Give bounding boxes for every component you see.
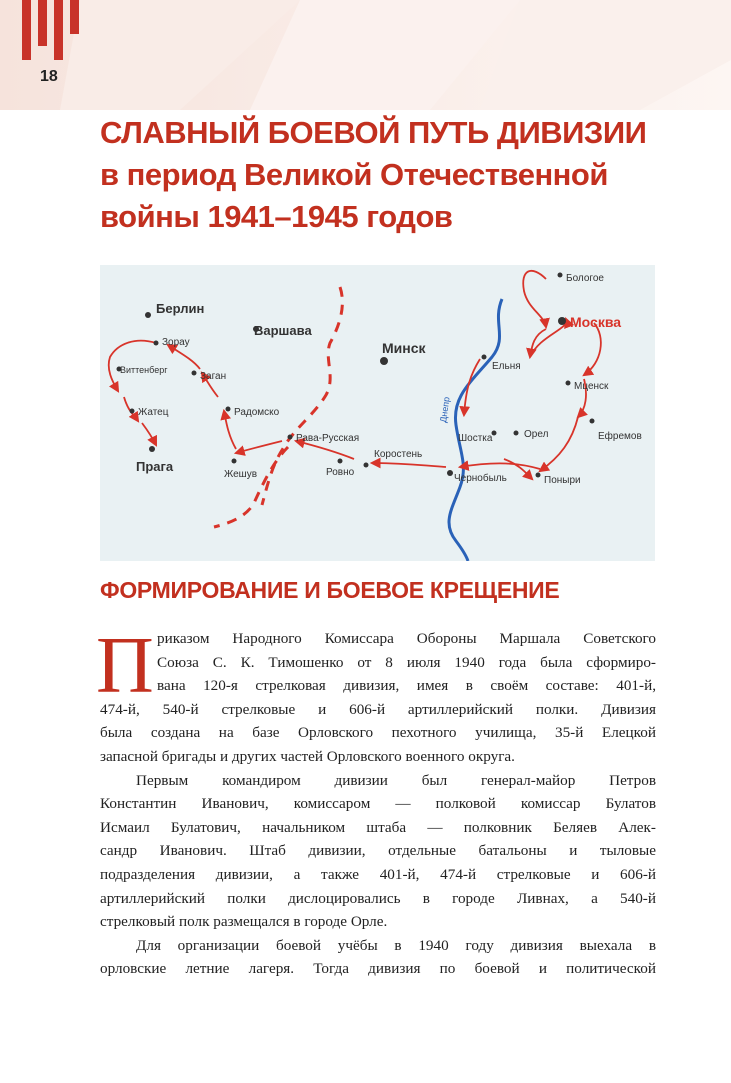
title-line: в период Великой Отечественной [100,157,608,192]
city-label: Мценск [574,381,609,392]
text-line: стрелковый полк размещался в городе Орле. [100,913,388,931]
page-title [100,112,700,238]
city-dot [380,357,388,365]
city-label: Шостка [458,433,493,444]
city-label: Минск [382,340,426,356]
text-line: вана 120-я стрелковая дивизия, имея в своём составе: 401-й, [157,677,656,695]
text-line: орловские летние лагеря. Тогда дивизия по боевой и политической [100,960,656,978]
city-dot [482,355,487,360]
city-label: Зорау [162,337,190,348]
city-label: Ельня [492,361,521,372]
city-dot [566,381,571,386]
city-label: Рава-Русская [296,433,360,444]
page-number: 18 [40,68,58,85]
text-line: артиллерийский полки дислоцировались в городе Ливнах, а 540-й [100,889,656,907]
city-dot [226,407,231,412]
city-label: Коростень [374,449,423,460]
battle-route-map [100,265,655,561]
route-arrow [460,463,540,469]
title-line: войны 1941–1945 годов [100,199,453,234]
city-dot [130,409,135,414]
route-arrow [168,345,200,369]
map-canvas [100,265,655,561]
city-dot [558,317,566,325]
text-line: Исмаил Булатович, начальником штаба — полковник Беляев Алек- [100,818,656,836]
city-label: Виттенберг [120,365,168,375]
city-label: Варшава [254,323,312,338]
route-arrow [142,423,156,445]
city-dot [154,341,159,346]
city-label: Жешув [224,469,258,480]
city-dot [364,463,369,468]
text-line: подразделения дивизии, а также 401-й, 474-й стрелковые и 606-й [100,865,656,883]
body-text [100,627,656,981]
city-label: Жатец [138,407,169,418]
text-line: риказом Народного Комиссара Обороны Маршала Советского [157,630,656,647]
city-dot [288,435,293,440]
text-line: запасной бригады и других частей Орловского военного округа. [100,747,515,765]
river-dnieper [449,299,502,561]
city-dot [590,419,595,424]
city-label: Заган [200,371,227,382]
route-arrow [236,441,282,453]
text-line: Константин Иванович, комиссаром — полковой комиссар Булатов [100,795,656,813]
city-dot [447,470,453,476]
route-arrow [372,463,446,467]
city-label: Поныри [544,475,581,486]
text-line: Союза С. К. Тимошенко от 8 июля 1940 года была сформиро- [157,653,656,671]
city-label: Орел [524,429,549,440]
city-dot [192,371,197,376]
city-label-capital: Москва [570,314,622,330]
header-decoration [0,0,731,110]
city-label: Прага [136,459,174,474]
text-line: была создана на базе Орловского пехотного училища, 35-й Елецкой [100,724,656,742]
city-label: Ровно [326,467,355,478]
front-line [214,447,288,527]
river-label: Днепр [438,396,452,424]
text-line: сандр Иванович. Штаб дивизии, отдельные батальоны и тыловые [100,842,656,860]
city-dot [536,473,541,478]
route-arrow [584,323,601,375]
city-dot [514,431,519,436]
city-label: Берлин [156,301,205,316]
city-dot [232,459,237,464]
city-dot [149,446,155,452]
text-line: Первым командиром дивизии был генерал-майор Петров [136,771,656,789]
city-dot [558,273,563,278]
city-label: Чернобыль [454,473,507,484]
city-label: Ефремов [598,431,642,442]
city-label: Радомско [234,407,280,418]
route-arrow [504,459,532,479]
route-arrow [523,271,546,327]
text-line: 474-й, 540-й стрелковые и 606-й артиллерийский полки. Дивизия [100,700,656,718]
title-line: СЛАВНЫЙ БОЕВОЙ ПУТЬ ДИВИЗИИ [100,115,647,150]
route-arrow [540,417,578,471]
city-dot [338,459,343,464]
section-title: ФОРМИРОВАНИЕ И БОЕВОЕ КРЕЩЕНИЕ [100,577,560,603]
city-dot [145,312,151,318]
city-label: Бологое [566,273,604,284]
drop-cap: П [96,622,154,710]
header-pattern [0,0,731,110]
text-line: Для организации боевой учёбы в 1940 году дивизия выехала в [136,936,656,954]
